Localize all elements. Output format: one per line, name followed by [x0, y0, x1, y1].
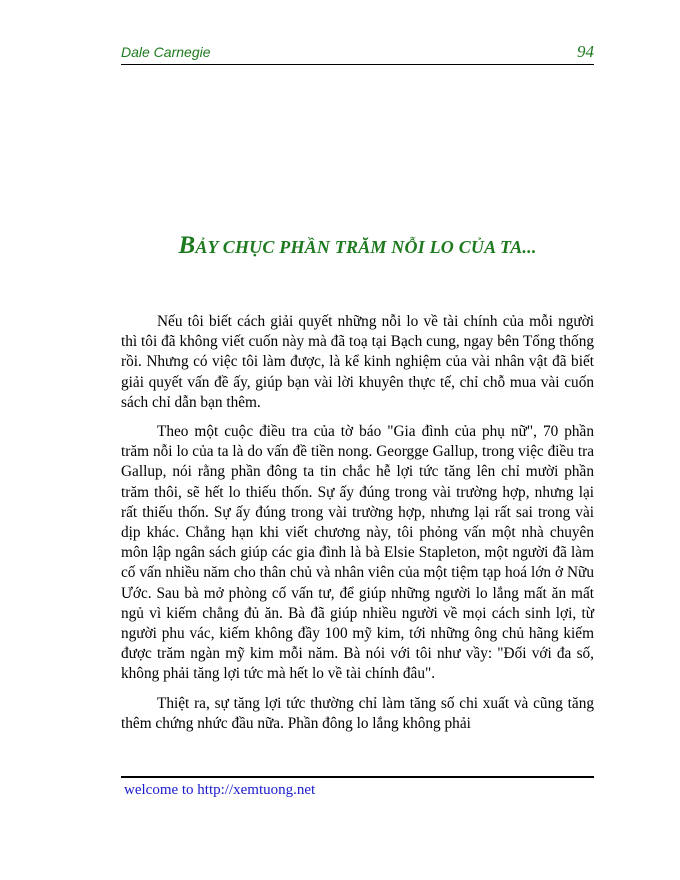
footer-divider: [121, 776, 594, 778]
chapter-title-rest: ẢY CHỤC PHẦN TRĂM NỖI LO CỦA TA...: [195, 237, 537, 257]
body-text: [121, 312, 594, 743]
paragraph-3: Thiệt ra, sự tăng lợi tức thường chỉ làm tăng số chi xuất và cũng tăng thêm chứng nhức đầu nữa. Phần đông lo lắng không phải: [121, 694, 594, 732]
footer-website-link[interactable]: welcome to http://xemtuong.net: [124, 782, 316, 798]
paragraph-1: Nếu tôi biết cách giải quyết những nỗi lo về tài chính của mỗi người thì tôi đã không viết cuốn này mà đã toạ tại Bạch cung, ngay bên Tổng thống rồi. Nhưng có việc tôi làm được, là kể kinh nghiệm của vài nhân vật đã biết giải quyết vấn đề ấy, giúp bạn vài lời khuyên thực tế, chỉ chỗ mua vài cuốn sách chỉ dẫn bạn thêm.: [121, 313, 594, 411]
page-number: 94: [577, 42, 594, 61]
chapter-title-initial: B: [178, 232, 196, 259]
header-author: Dale Carnegie: [121, 44, 211, 60]
page-header: [121, 44, 594, 64]
header-divider: [121, 64, 594, 65]
chapter-title: [121, 232, 594, 260]
paragraph-2: Theo một cuộc điều tra của tờ báo "Gia đình của phụ nữ", 70 phần trăm nỗi lo của ta là do vấn đề tiền nong. Georgge Gallup, trong việc điều tra Gallup, nói rằng phần đông ta tin chắc hễ lợi tức tăng lên chỉ mười phần trăm thôi, sẽ hết lo thiếu thốn. Sự ấy đúng trong vài trường hợp, nhưng lại rất thiếu thốn. Sự ấy đúng trong vài trường hợp, nhưng lại rất sai trong vài dịp khác. Chẳng hạn khi viết chương này, tôi phỏng vấn một nhà chuyên môn lập ngân sách giúp các gia đình là bà Elsie Stapleton, một người đã làm cố vấn nhiều năm cho thân chủ và nhân viên của một tiệm tạp hoá lớn ở Nữu Ước. Sau bà mở phòng cố vấn tư, để giúp những người lo lắng mất ăn mất ngủ vì kiếm chẳng đủ ăn. Bà đã giúp nhiều người về mọi cách sinh lợi, từ người phu vác, kiếm không đầy 100 mỹ kim, tới những ông chủ hãng kiếm được trăm ngàn mỹ kim mỗi năm. Bà nói với tôi như vầy: "Đối với đa số, không phải tăng lợi tức mà hết lo về tài chính đâu".: [121, 423, 594, 683]
